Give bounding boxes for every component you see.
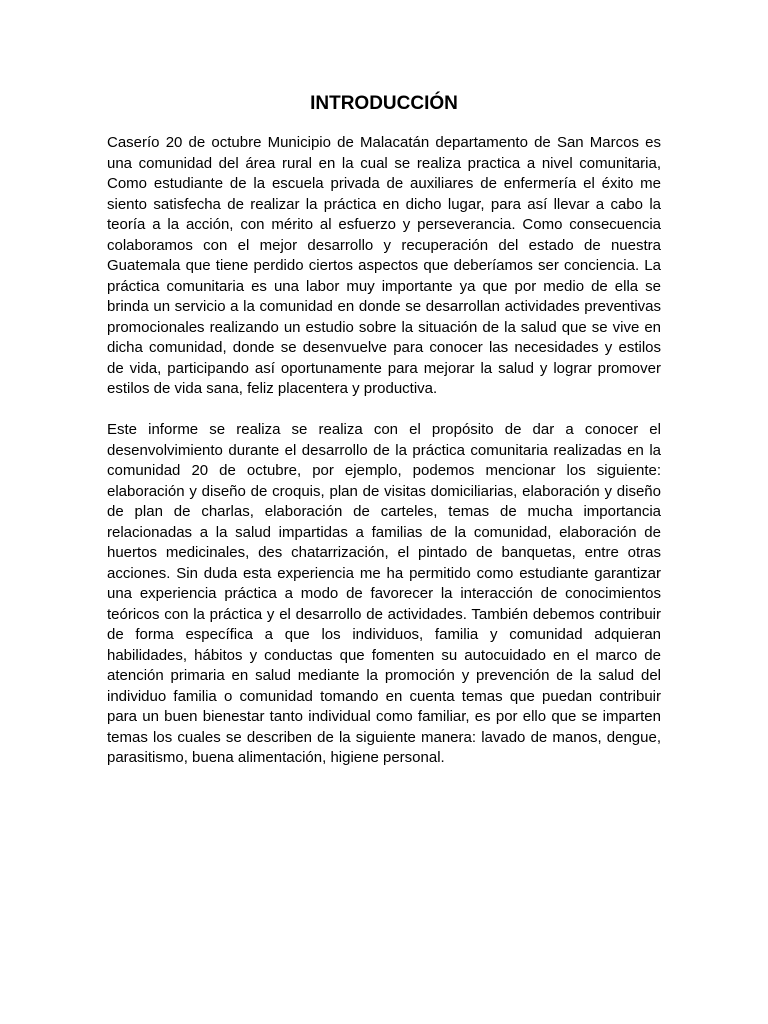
- page-title: INTRODUCCIÓN: [310, 93, 458, 114]
- document-body: [107, 133, 661, 789]
- paragraph-2: Este informe se realiza se realiza con el propósito de dar a conocer el desenvolvimiento durante el desarrollo de la práctica comunitaria realizadas en la comunidad 20 de octubre, por ejemplo, podemos mencionar los siguiente: elaboración y diseño de croquis, plan de visitas domiciliarias, elaboración y diseño de plan de charlas, elaboración de carteles, temas de mucha importancia relacionadas a la salud impartidas a familias de la comunidad, elaboración de huertos medicinales, des chatarrización, el pintado de banquetas, entre otras acciones. Sin duda esta experiencia me ha permitido como estudiante garantizar una experiencia práctica a modo de favorecer la interacción de conocimientos teóricos con la práctica y el desarrollo de actividades. También debemos contribuir de forma específica a que los individuos, familia y comunidad adquieran habilidades, hábitos y conductas que fomenten su autocuidado en el marco de atención primaria en salud mediante la promoción y prevención de la salud del individuo familia o comunidad tomando en cuenta temas que puedan contribuir para un buen bienestar tanto individual como familiar, es por ello que se imparten temas los cuales se describen de la siguiente manera: lavado de manos, dengue, parasitismo, buena alimentación, higiene personal.: [107, 421, 661, 766]
- paragraph-1: Caserío 20 de octubre Municipio de Malacatán departamento de San Marcos es una comunidad del área rural en la cual se realiza practica a nivel comunitaria, Como estudiante de la escuela privada de auxiliares de enfermería el éxito me siento satisfecha de realizar la práctica en dicho lugar, para así llevar a cabo la teoría a la acción, con mérito al esfuerzo y perseverancia. Como consecuencia colaboramos con el mejor desarrollo y recuperación del estado de nuestra Guatemala que tiene perdido ciertos aspectos que deberíamos ser conciencia. La práctica comunitaria es una labor muy importante ya que por medio de ella se brinda un servicio a la comunidad en donde se desarrollan actividades preventivas promocionales realizando un estudio sobre la situación de la salud que se vive en dicha comunidad, donde se desenvuelve para conocer las necesidades y estilos de vida, participando así oportunamente para mejorar la salud y lograr promover estilos de vida sana, feliz placentera y productiva.: [107, 134, 661, 397]
